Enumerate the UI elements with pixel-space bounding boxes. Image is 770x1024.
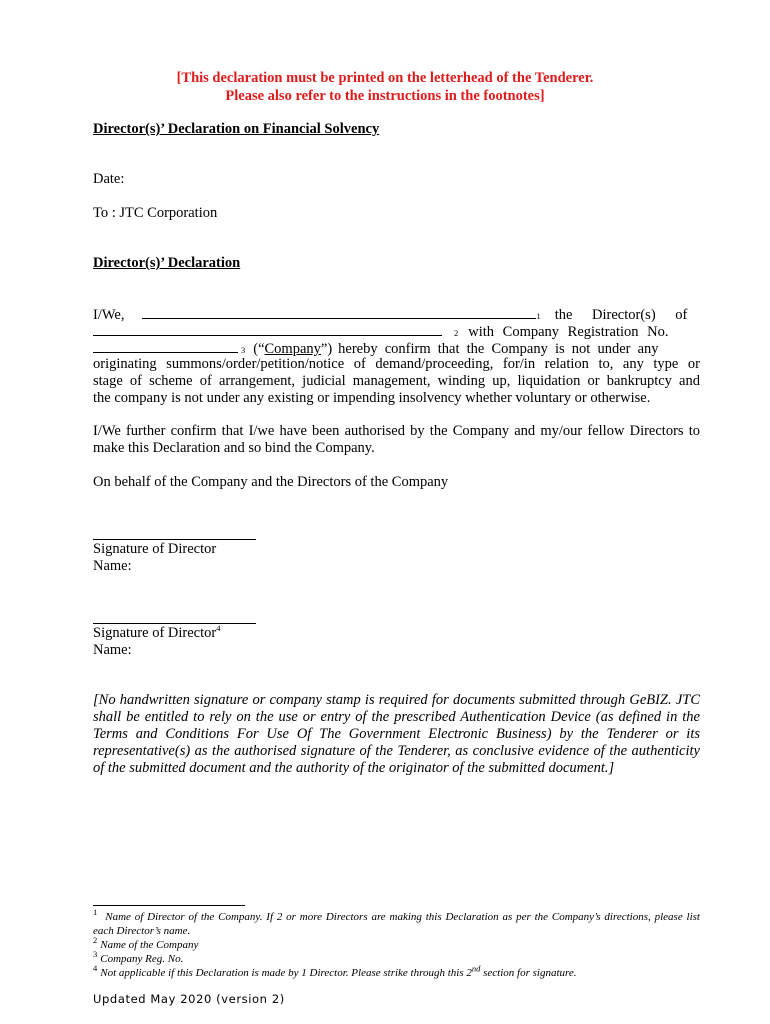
- further-confirm-paragraph: I/We further confirm that I/we have been authorised by the Company and my/our fellow Directors to make this Declaration and so bind the Company.: [93, 423, 700, 456]
- footnote-4-ordinal: nd: [471, 963, 481, 974]
- declaration-body: [93, 305, 700, 407]
- footnote-1-number: 1: [93, 907, 98, 918]
- footnote-4-text-a: Not applicable if this Declaration is made by 1 Director. Please strike through this 2: [100, 967, 472, 979]
- declaration-line-3: 3 (“ Company ”) hereby confirm that the Company is not under any: [93, 339, 700, 356]
- footnote-4-text-b: section for signature.: [483, 967, 577, 979]
- footnote-3: [93, 949, 700, 966]
- registration-no-blank[interactable]: [93, 339, 238, 353]
- document-title: Director(s)’ Declaration on Financial Solvency: [93, 121, 380, 137]
- the-directors-of-text: [555, 307, 700, 324]
- date-label: Date:: [93, 171, 125, 187]
- signature-label-2: Signature of Director: [93, 625, 217, 641]
- footnote-separator: [93, 905, 245, 906]
- footnote-4-number: 4: [93, 963, 98, 974]
- company-open-quote: (“: [253, 341, 265, 357]
- the-directors-of-label: the Director(s) of: [554, 307, 688, 323]
- footnote-2-number: 2: [93, 935, 98, 946]
- signature-line-1[interactable]: [93, 539, 256, 540]
- footnote-1: [93, 907, 700, 938]
- footnote-2: [93, 935, 700, 952]
- iwe-text: I/We,: [93, 307, 125, 323]
- instruction-header: [0, 69, 770, 105]
- company-defined-term: Company: [264, 341, 321, 357]
- director-name-blank[interactable]: [142, 305, 536, 319]
- declaration-line-5: stage of scheme of arrangement, judicial management, winding up, liquidation or bankruptcy and: [93, 373, 700, 389]
- company-name-blank[interactable]: [93, 322, 442, 336]
- section-heading: Director(s)’ Declaration: [93, 255, 241, 271]
- name-label-1: Name:: [93, 558, 132, 574]
- instruction-line-2: Please also refer to the instructions in the footnotes]: [225, 88, 545, 104]
- footnote-3-text: Company Reg. No.: [100, 953, 184, 965]
- declaration-line-2: 2 with Company Registration No.: [93, 322, 700, 339]
- footnote-ref-4: 4: [216, 623, 221, 634]
- signature-line-2[interactable]: [93, 623, 256, 624]
- confirm-text: hereby confirm that the Company is not under any: [338, 341, 659, 357]
- footnote-2-text: Name of the Company: [100, 939, 199, 951]
- instruction-line-1: [This declaration must be printed on the letterhead of the Tenderer.: [176, 70, 594, 86]
- declaration-line-4: originating summons/order/petition/notice of demand/proceeding, for/in relation to, any type or: [93, 356, 700, 372]
- disclaimer-paragraph: [No handwritten signature or company stamp is required for documents submitted through GeBIZ. JTC shall be entitled to rely on the use or entry of the prescribed Authentication Device (as defined in the Terms and Conditions For Use Of The Government Electronic Business) by the Tenderer or its representative(s) as the authorised signature of the Tenderer, as conclusive evidence of the authenticity of the submitted document and the authority of the originator of the submitted document.]: [93, 692, 700, 776]
- company-close-quote: ”): [320, 341, 333, 357]
- declaration-line-6: the company is not under any existing or impending insolvency whether voluntary or otherwise.: [93, 390, 651, 406]
- on-behalf-text: On behalf of the Company and the Directors of the Company: [93, 474, 449, 490]
- signature-block-1: [93, 541, 216, 575]
- version-footer: Updated May 2020 (version 2): [93, 992, 285, 1006]
- footnote-1-text: Name of Director of the Company. If 2 or more Directors are making this Declaration as per the Company’s directions, please list each Director’s name.: [93, 911, 700, 937]
- to-line: To : JTC Corporation: [93, 205, 218, 221]
- signature-block-2: [93, 625, 220, 659]
- declaration-line-1: I/We, 1 the Director(s) of: [93, 305, 700, 322]
- footnote-3-number: 3: [93, 949, 98, 960]
- footnote-4: [93, 963, 700, 980]
- name-label-2: Name:: [93, 642, 132, 658]
- signature-label-1: Signature of Director: [93, 541, 217, 557]
- footnotes: [93, 907, 700, 980]
- with-registration-text: with Company Registration No.: [468, 324, 669, 340]
